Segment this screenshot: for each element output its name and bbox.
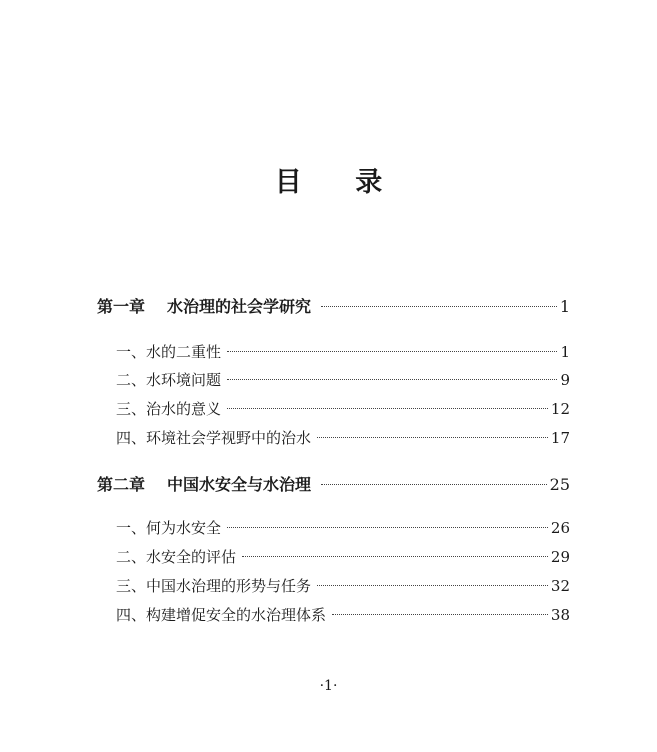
chapter-title: 中国水安全与水治理	[167, 475, 312, 494]
toc-section-1-2[interactable]	[116, 370, 570, 390]
page-title: 目 录	[274, 167, 405, 198]
dot-leader	[317, 585, 548, 586]
page-number: 1	[559, 297, 570, 316]
toc-section-1-4[interactable]	[116, 428, 570, 448]
dot-leader	[332, 614, 548, 615]
page-number: 1	[560, 343, 570, 361]
section-title: 四、环境社会学视野中的治水	[116, 429, 312, 447]
page-number: 25	[549, 475, 570, 494]
dot-leader	[227, 527, 548, 528]
dot-leader	[321, 484, 547, 485]
toc-chapter-1[interactable]	[97, 297, 570, 317]
toc-section-2-4[interactable]	[116, 605, 570, 625]
page-number: 29	[550, 548, 570, 566]
page-number: 32	[550, 577, 570, 595]
dot-leader	[227, 379, 557, 380]
toc-section-1-3[interactable]	[116, 399, 570, 419]
section-title: 一、水的二重性	[116, 343, 222, 361]
chapter-title: 水治理的社会学研究	[167, 297, 312, 316]
page-footer-number: ·1·	[319, 678, 338, 694]
chapter-number: 第二章	[97, 475, 146, 494]
dot-leader	[242, 556, 548, 557]
section-title: 三、治水的意义	[116, 400, 222, 418]
page-number: 12	[550, 400, 570, 418]
section-title: 一、何为水安全	[116, 519, 222, 537]
toc-chapter-2[interactable]	[97, 475, 570, 495]
toc-section-1-1[interactable]	[116, 342, 570, 362]
toc-section-2-3[interactable]	[116, 576, 570, 596]
dot-leader	[227, 408, 548, 409]
section-title: 三、中国水治理的形势与任务	[116, 577, 312, 595]
page-number: 38	[550, 606, 570, 624]
chapter-number: 第一章	[97, 297, 146, 316]
toc-section-2-1[interactable]	[116, 518, 570, 538]
page-number: 26	[550, 519, 570, 537]
dot-leader	[321, 306, 557, 307]
section-title: 二、水安全的评估	[116, 548, 237, 566]
dot-leader	[227, 351, 557, 352]
toc-section-2-2[interactable]	[116, 547, 570, 567]
section-title: 四、构建增促安全的水治理体系	[116, 606, 327, 624]
dot-leader	[317, 437, 548, 438]
section-title: 二、水环境问题	[116, 371, 222, 389]
page-number: 9	[560, 371, 570, 389]
page-number: 17	[550, 429, 570, 447]
